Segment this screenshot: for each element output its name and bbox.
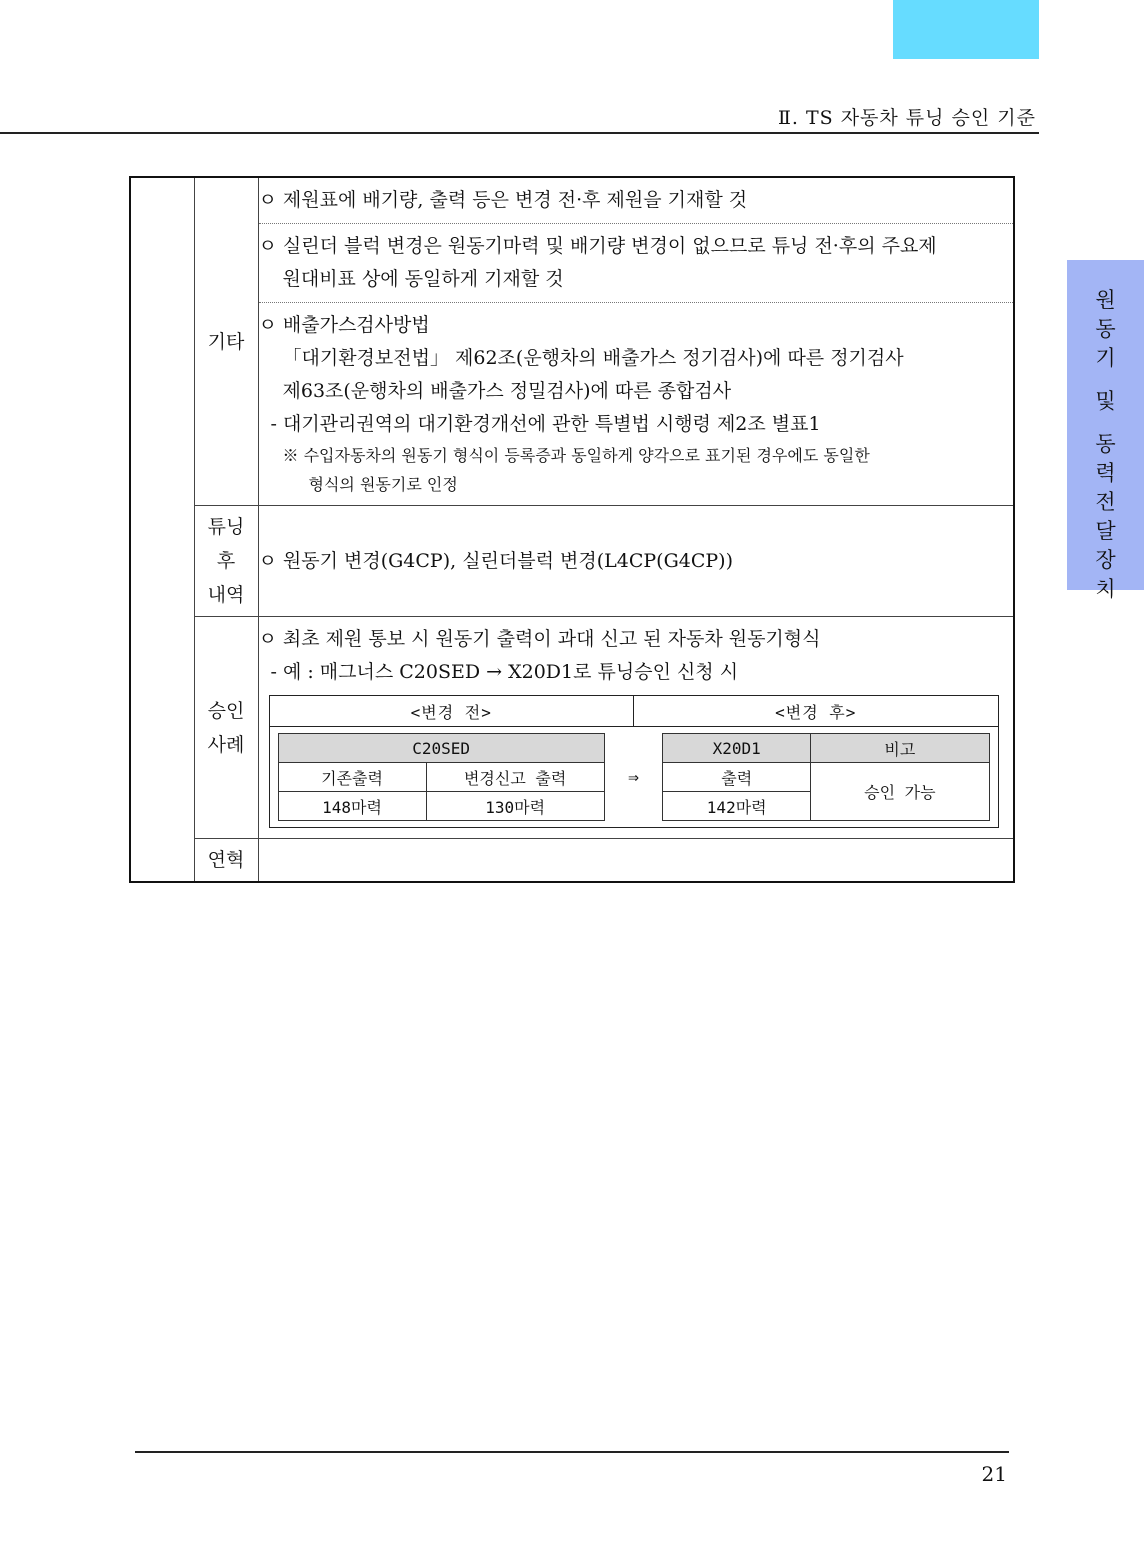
side-tab-char: 달 <box>1095 519 1116 543</box>
original-output-value: 148마력 <box>278 792 426 821</box>
after-label-line-1: 튜닝 <box>207 516 245 538</box>
before-engine-model: C20SED <box>278 734 604 763</box>
row-label-history: 연혁 <box>194 839 258 883</box>
comparison-body <box>269 727 998 828</box>
row-approval-case <box>130 617 1014 839</box>
after-label-line-3: 내역 <box>207 584 245 606</box>
chapter-side-tab <box>1067 260 1144 601</box>
after-output-header: 출력 <box>663 763 811 792</box>
other-item-2 <box>259 223 1014 302</box>
case-label-line-2: 사례 <box>207 733 245 756</box>
top-color-tab <box>893 0 1039 59</box>
side-tab-char: 장 <box>1095 548 1116 572</box>
other-item-1 <box>259 178 1014 223</box>
reported-output-header: 변경신고 출력 <box>426 763 604 792</box>
row-content-after-tuning <box>258 506 1014 617</box>
case-label-line-1: 승인 <box>207 699 245 722</box>
other-item-3-note-2: 형식의 원동기로 인정 <box>308 475 458 494</box>
footer-divider <box>135 1451 1009 1453</box>
other-item-3-line-3: 제63조(운행차의 배출가스 정밀검사)에 따른 종합검사 <box>282 380 732 402</box>
remark-value: 승인 가능 <box>811 763 989 821</box>
engine-comparison-table <box>269 695 999 828</box>
engine-spec-grid <box>278 733 990 821</box>
after-output-value: 142마력 <box>663 792 811 821</box>
row-label-approval-case <box>194 617 258 839</box>
side-tab-char: 동 <box>1095 432 1116 456</box>
case-line-1: ㅇ 최초 제원 통보 시 원동기 출력이 과대 신고 된 자동차 원동기형식 <box>258 628 821 650</box>
side-tab-char: 전 <box>1095 490 1116 514</box>
before-change-header: <변경 전> <box>269 696 634 727</box>
case-line-2: - 예 : 매그너스 C20SED → X20D1로 튜닝승인 신청 시 <box>270 661 739 683</box>
side-tab-char: 치 <box>1095 577 1116 601</box>
other-item-3-line-4: - 대기관리권역의 대기환경개선에 관한 특별법 시행령 제2조 별표1 <box>270 413 821 435</box>
row-other <box>130 177 1014 506</box>
row-content-history <box>258 839 1014 883</box>
side-tab-char: 동 <box>1095 317 1116 341</box>
reported-output-value: 130마력 <box>426 792 604 821</box>
other-item-3 <box>259 302 1014 505</box>
after-engine-model: X20D1 <box>663 734 811 763</box>
row-history <box>130 839 1014 883</box>
side-tab-char: 력 <box>1095 461 1116 485</box>
change-arrow-icon: ⇒ <box>628 766 639 788</box>
other-item-3-line-1: ㅇ 배출가스검사방법 <box>258 314 430 336</box>
other-item-2-line-1: ㅇ 실린더 블럭 변경은 원동기마력 및 배기량 변경이 없으므로 튜닝 전·후의 주요제 <box>258 235 937 257</box>
side-tab-char: 기 <box>1095 346 1116 370</box>
page-header-title: Ⅱ. TS 자동차 튜닝 승인 기준 <box>777 107 1036 129</box>
header-divider <box>0 132 1039 134</box>
row-label-after-tuning <box>194 506 258 617</box>
other-item-3-note-1: ※ 수입자동차의 원동기 형식이 등록증과 동일하게 양각으로 표기된 경우에도 동일한 <box>282 446 870 465</box>
after-tuning-text: ㅇ 원동기 변경(G4CP), 실린더블럭 변경(L4CP(G4CP)) <box>258 549 733 572</box>
after-change-header: <변경 후> <box>634 696 999 727</box>
other-item-3-line-2: 「대기환경보전법」 제62조(운행차의 배출가스 정기검사)에 따른 정기검사 <box>282 347 904 369</box>
tuning-criteria-table <box>129 176 1015 883</box>
other-item-1-text: ㅇ 제원표에 배기량, 출력 등은 변경 전·후 제원을 기재할 것 <box>258 189 748 211</box>
row-content-approval-case <box>258 617 1014 839</box>
row-after-tuning <box>130 506 1014 617</box>
blank-left-column <box>130 177 194 882</box>
side-tab-char: 및 <box>1095 389 1116 413</box>
remark-header: 비고 <box>811 734 989 763</box>
after-label-line-2: 후 <box>216 550 236 572</box>
original-output-header: 기존출력 <box>278 763 426 792</box>
other-item-2-line-2: 원대비표 상에 동일하게 기재할 것 <box>282 268 564 290</box>
page-number: 21 <box>981 1462 1007 1486</box>
row-content-other <box>258 177 1014 506</box>
side-tab-char: 원 <box>1095 288 1116 312</box>
row-label-other: 기타 <box>194 177 258 506</box>
